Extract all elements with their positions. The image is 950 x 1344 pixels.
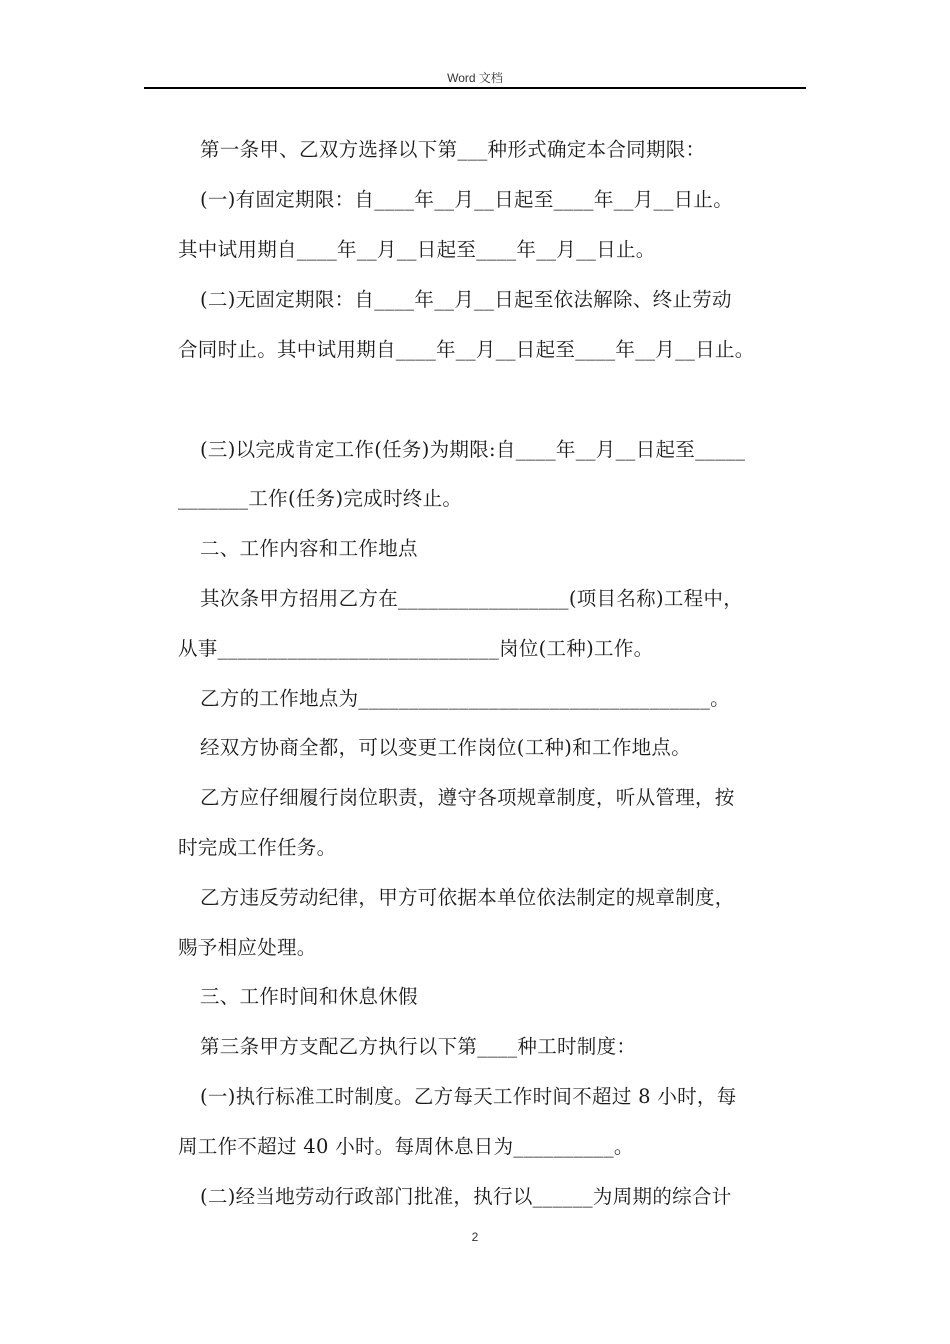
paragraph-line: 其中试用期自____年__月__日起至____年__月__日止。 bbox=[178, 238, 656, 261]
section-heading: 二、工作内容和工作地点 bbox=[200, 537, 418, 560]
page-header-title: Word 文档 bbox=[447, 71, 503, 85]
paragraph-line: _______工作(任务)完成时终止。 bbox=[178, 487, 463, 510]
paragraph-line: 其次条甲方招用乙方在_________________(项目名称)工程中， bbox=[200, 587, 744, 610]
paragraph-line: 赐予相应处理。 bbox=[178, 936, 317, 959]
paragraph-line: 第一条甲、乙双方选择以下第___种形式确定本合同期限： bbox=[200, 138, 706, 161]
section-heading: 三、工作时间和休息休假 bbox=[200, 985, 418, 1008]
paragraph-line: 第三条甲方支配乙方执行以下第____种工时制度： bbox=[200, 1035, 637, 1058]
paragraph-line: (一)执行标准工时制度。乙方每天工作时间不超过 8 小时，每 bbox=[200, 1085, 737, 1108]
paragraph-line: (二)经当地劳动行政部门批准，执行以______为周期的综合计 bbox=[200, 1185, 732, 1208]
page-number: 2 bbox=[471, 1230, 479, 1244]
paragraph-line: (一)有固定期限：自____年__月__日起至____年__月__日止。 bbox=[200, 188, 734, 211]
paragraph-line: (二)无固定期限：自____年__月__日起至依法解除、终止劳动 bbox=[200, 288, 732, 311]
paragraph-line: 经双方协商全都，可以变更工作岗位(工种)和工作地点。 bbox=[200, 736, 692, 759]
paragraph-line: (三)以完成肯定工作(任务)为期限:自____年__月__日起至_____ bbox=[200, 438, 746, 461]
paragraph-line: 乙方违反劳动纪律，甲方可依据本单位依法制定的规章制度， bbox=[200, 886, 735, 909]
paragraph-line: 时完成工作任务。 bbox=[178, 836, 337, 859]
paragraph-line: 乙方的工作地点为___________________________________。 bbox=[200, 687, 730, 710]
paragraph-line: 从事____________________________岗位(工种)工作。 bbox=[178, 637, 654, 660]
paragraph-line: 合同时止。其中试用期自____年__月__日起至____年__月__日止。 bbox=[178, 338, 755, 361]
header-rule bbox=[144, 87, 806, 89]
paragraph-line: 乙方应仔细履行岗位职责，遵守各项规章制度，听从管理，按 bbox=[200, 786, 735, 809]
paragraph-line: 周工作不超过 40 小时。每周休息日为__________。 bbox=[178, 1135, 634, 1158]
